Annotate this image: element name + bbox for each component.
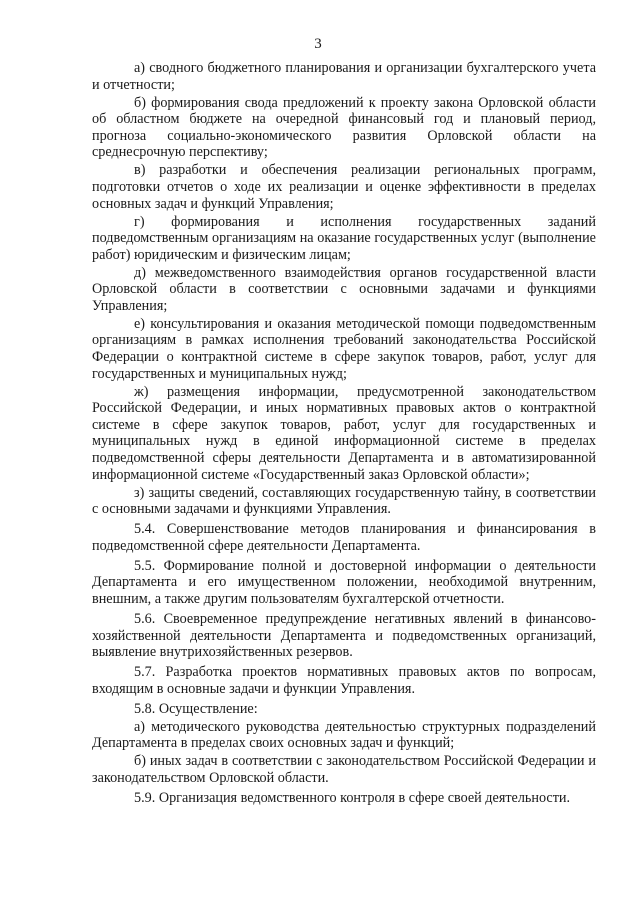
paragraph-item-g: г) формирования и исполнения государственных заданий подведомственным организациям на оказание государственных услуг (выполнение работ) юридическим и физическим лицам; [92,213,596,263]
page-number: 3 [314,36,322,52]
paragraph-5-5: 5.5. Формирование полной и достоверной информации о деятельности Департамента и его имущественном положении, необходимой внутренним, внешним, а также другим пользователям бухгалтерской отчетности. [92,557,596,607]
paragraph-item-a: а) сводного бюджетного планирования и организации бухгалтерского учета и отчетности; [92,60,596,93]
paragraph-5-4: 5.4. Совершенствование методов планирования и финансирования в подведомственной сфере деятельности Департамента. [92,521,596,554]
paragraph-item-v: в) разработки и обеспечения реализации региональных программ, подготовки отчетов о ходе их реализации и оценке эффективности в пределах основных задач и функций Управления; [92,162,596,212]
paragraph-5-8-a: а) методического руководства деятельностью структурных подразделений Департамента в пределах своих основных задач и функций; [92,718,596,752]
document-body [92,60,596,808]
paragraph-5-6: 5.6. Своевременное предупреждение негативных явлений в финансово-хозяйственной деятельности Департамента и подведомственных организаций, выявление внутрихозяйственных резервов. [92,610,596,661]
paragraph-item-z: з) защиты сведений, составляющих государственную тайну, в соответствии с основными задачами и функциями Управления. [92,484,596,518]
paragraph-item-d: д) межведомственного взаимодействия органов государственной власти Орловской области в соответствии с основными задачами и функциями Управления; [92,264,596,314]
paragraph-item-e: е) консультирования и оказания методической помощи подведомственным организациям в рамках исполнения требований законодательства Российской Федерации о контрактной системе в сфере закупок товаров, работ, услуг для государственных и муниципальных нужд; [92,315,596,382]
paragraph-item-b: б) формирования свода предложений к проекту закона Орловской области об областном бюджете на очередной финансовый год и плановый период, прогноза социально-экономического развития Орловской области на среднесрочную перспективу; [92,94,596,161]
paragraph-5-9: 5.9. Организация ведомственного контроля в сфере своей деятельности. [134,789,571,806]
paragraph-item-zh: ж) размещения информации, предусмотренной законодательством Российской Федерации, и иных нормативных правовых актов о контрактной системе в сфере закупок товаров, работ, услуг для государственных и муниципальных нужд в единой информационной системе в пределах подведомственной сферы деятельности Департамента и в автоматизированной информационной системе «Государственный заказ Орловской области»; [92,383,596,483]
paragraph-5-8: 5.8. Осуществление: [134,700,258,717]
paragraph-5-7: 5.7. Разработка проектов нормативных правовых актов по вопросам, входящим в основные задачи и функции Управления. [92,664,596,697]
paragraph-5-8-b: б) иных задач в соответствии с законодательством Российской Федерации и законодательством Орловской области. [92,753,596,786]
